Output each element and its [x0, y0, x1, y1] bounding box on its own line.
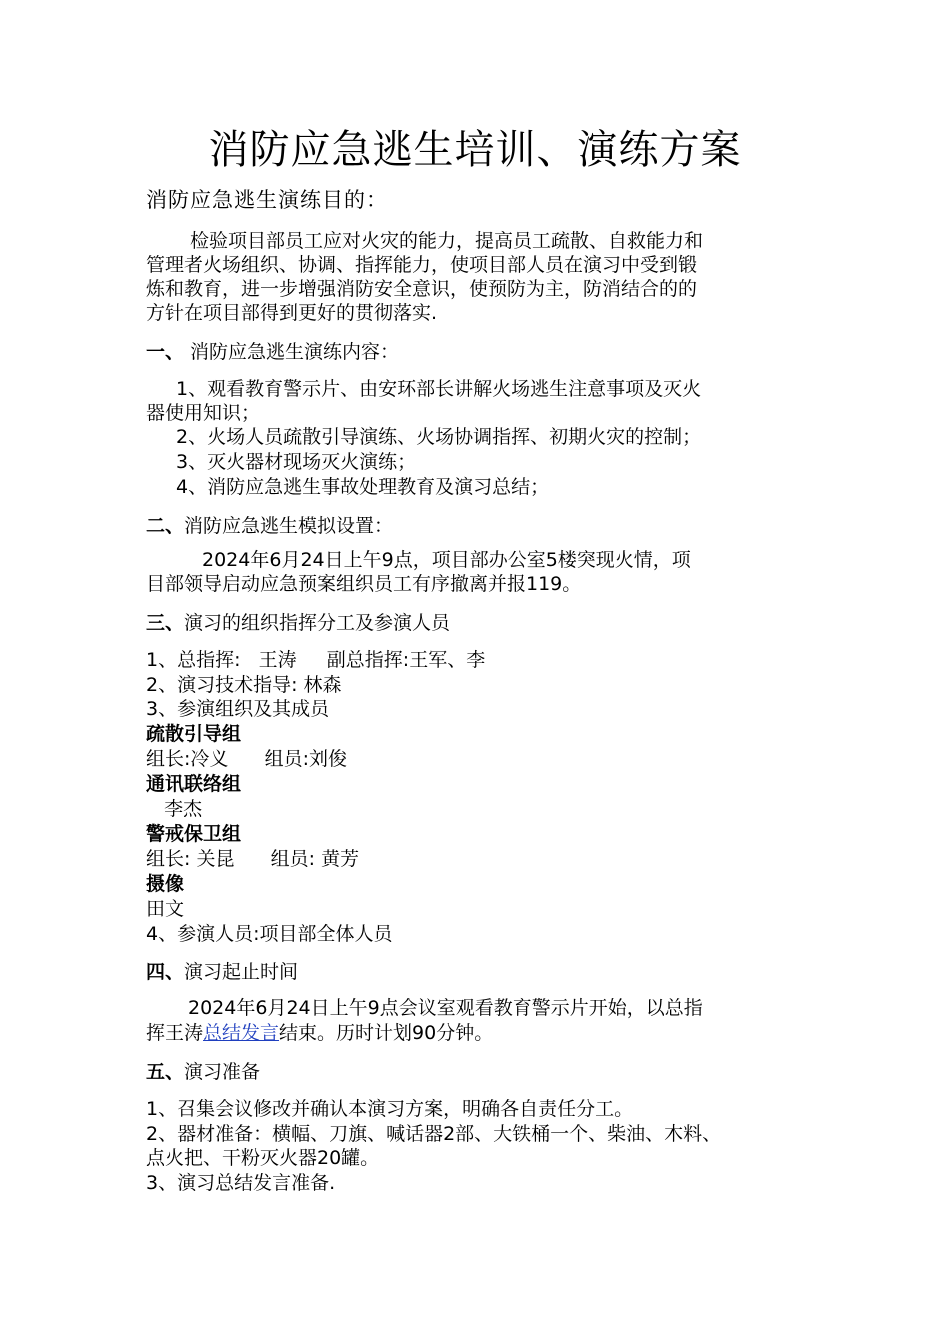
section-1-heading	[146, 340, 399, 364]
schedule-line: 2024年6月24日上午9点会议室观看教育警示片开始，以总指	[188, 997, 703, 1019]
purpose-line: 方针在项目部得到更好的贯彻落实.	[146, 302, 438, 324]
org-members-line: 3、参演组织及其成员	[146, 698, 330, 720]
scenario-line: 目部领导启动应急预案组织员工有序撤离并报119。	[146, 573, 582, 595]
summary-speech-link[interactable]: 总结发言	[203, 1022, 280, 1044]
commander-line: 1、总指挥: 王涛 副总指挥:王军、李	[146, 649, 486, 671]
content-item: 3、灭火器材现场灭火演练；	[176, 451, 417, 473]
section-4-number: 四、	[146, 961, 185, 983]
section-5-label: 演习准备	[184, 1061, 261, 1083]
group-name: 疏散引导组	[146, 723, 242, 745]
purpose-heading: 消防应急逃生演练目的：	[146, 188, 388, 212]
section-4-label: 演习起止时间	[184, 961, 299, 983]
prep-item: 3、演习总结发言准备.	[146, 1172, 336, 1194]
schedule-line	[146, 1021, 493, 1045]
group-name: 摄像	[146, 873, 185, 895]
section-3-label: 演习的组织指挥分工及参演人员	[184, 612, 451, 634]
group-members: 组长:冷义 组员:刘俊	[146, 748, 348, 770]
group-name: 通讯联络组	[146, 773, 242, 795]
content-item: 1、观看教育警示片、由安环部长讲解火场逃生注意事项及灭火	[176, 378, 702, 400]
content-item: 器使用知识；	[146, 402, 261, 424]
purpose-line: 检验项目部员工应对火灾的能力，提高员工疏散、自救能力和	[190, 230, 704, 252]
section-5-number: 五、	[146, 1061, 185, 1083]
participants-line: 4、参演人员:项目部全体人员	[146, 923, 393, 945]
prep-item: 1、召集会议修改并确认本演习方案，明确各自责任分工。	[146, 1098, 634, 1120]
schedule-text: 挥王涛	[146, 1022, 204, 1044]
tech-guide-line: 2、演习技术指导: 林森	[146, 674, 342, 696]
section-4-heading	[146, 960, 298, 984]
scenario-line: 2024年6月24日上午9点，项目部办公室5楼突现火情，项	[202, 549, 691, 571]
section-3-number: 三、	[146, 612, 185, 634]
prep-item: 点火把、干粉灭火器20罐。	[146, 1147, 380, 1169]
group-members: 李杰	[146, 798, 203, 820]
group-members: 组长: 关昆 组员: 黄芳	[146, 848, 360, 870]
section-2-heading	[146, 514, 393, 538]
document-title: 消防应急逃生培训、演练方案	[208, 127, 742, 173]
group-name: 警戒保卫组	[146, 823, 242, 845]
section-2-number: 二、	[146, 515, 185, 537]
section-2-label: 消防应急逃生模拟设置：	[184, 515, 394, 537]
purpose-line: 管理者火场组织、协调、指挥能力，使项目部人员在演习中受到锻	[146, 254, 698, 276]
content-item: 2、火场人员疏散引导演练、火场协调指挥、初期火灾的控制；	[176, 426, 702, 448]
section-5-heading	[146, 1060, 260, 1084]
section-3-heading	[146, 611, 450, 635]
content-item: 4、消防应急逃生事故处理教育及演习总结；	[176, 476, 550, 498]
section-1-number: 一、	[146, 341, 185, 363]
purpose-line: 炼和教育，进一步增强消防安全意识，使预防为主，防消结合的的	[146, 278, 698, 300]
group-members: 田文	[146, 898, 185, 920]
prep-item: 2、器材准备：横幅、刀旗、喊话器2部、大铁桶一个、柴油、木料、	[146, 1123, 722, 1145]
schedule-text: 结束。历时计划90分钟。	[279, 1022, 494, 1044]
section-1-label: 消防应急逃生演练内容：	[184, 341, 400, 363]
